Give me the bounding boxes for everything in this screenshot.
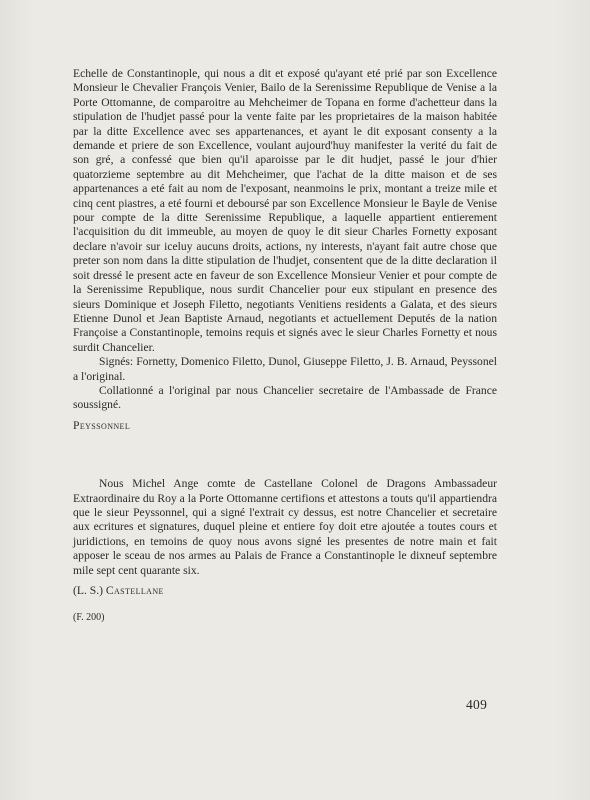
signature-peyssonnel: Peyssonnel bbox=[73, 418, 131, 432]
paragraph-certification: Nous Michel Ange comte de Castellane Colonel de Dragons Ambassadeur Extraordinaire du Roy a la Porte Ottomanne certifions et attestons a touts qu'il appartiendra que le sieur Peyssonnel, qui a signé l'extrait cy dessus, est notre Chancelier et secretaire aux ecritures et signatures, duquel pleine et entiere foy doit etre ajoutée a toutes cours et juridictions, en temoins de quoy nous avons signé les presentes de notre main et fait apposer le sceau de nos armes au Palais de France a Constantinople le dixneuf septembre mile sept cent quarante six. bbox=[73, 477, 497, 577]
section-gap bbox=[73, 433, 497, 477]
seal-mark: (L. S.) bbox=[73, 584, 103, 597]
document-body bbox=[73, 67, 497, 626]
signature-name: Castellane bbox=[105, 584, 164, 597]
paragraph-deposition: Echelle de Constantinople, qui nous a dit et exposé qu'ayant eté prié par son Excellence Monsieur le Chevalier François Venier, Bailo de la Serenissime Republique de Venise a la Porte Ottomanne, de comparoitre au Mehcheimer de Topana en forme d'achetteur dans la stipulation de l'hudjet passé pour la vente faite par les proprietaires de la maison habitée par la ditte Excellence avec ses appartenances, et ayant le dit exposant consenty a la demande et priere de son Excellence, voulant aujourd'huy manifester la verité du fait de son gré, a confessé que bien qu'il aparoisse par le dit hudjet, passé le jour d'hier quatorzieme septembre au dit Mehcheimer, que l'achat de la ditte maison et de ses appartenances a eté fait au nom de l'exposant, neanmoins le prix, montant a treize mile et cinq cent piastres, a eté fourni et deboursé par son Excellence Monsieur le Bayle de Venise pour compte de la ditte Serenissime Republique, a laquelle appartient entierement l'acquisition du dit immeuble, au moyen de quoy le dit sieur Charles Fornetty exposant declare n'avoir sur iceluy aucuns droits, actions, ny interests, n'ayant fait autre chose que preter son nom dans la ditte stipulation de l'hudjet, consentent que de la ditte declaration il soit dressé le present acte en faveur de son Excellence Monsieur Venier et pour compte de la Serenissime Republique, nous surdit Chancelier pour eux stipulant en presence des sieurs Dominique et Joseph Filetto, negotiants Venitiens residents a Galata, et des sieurs Etienne Dunol et Jean Baptiste Arnaud, negotiants et actuellement Deputés de la nation Françoise a Constantinople, temoins requis et signés avec le sieur Charles Fornetty et nous surdit Chancelier. bbox=[73, 67, 497, 354]
page-number: 409 bbox=[466, 697, 488, 712]
signature-castellane bbox=[73, 584, 497, 598]
paragraph-signatories: Signés: Fornetty, Domenico Filetto, Dunol, Giuseppe Filetto, J. B. Arnaud, Peyssonel a l'original. bbox=[73, 355, 497, 383]
paragraph-collation: Collationné a l'original par nous Chancelier secretaire de l'Ambassade de France soussigné. bbox=[73, 383, 497, 412]
folio-reference: (F. 200) bbox=[73, 612, 105, 624]
